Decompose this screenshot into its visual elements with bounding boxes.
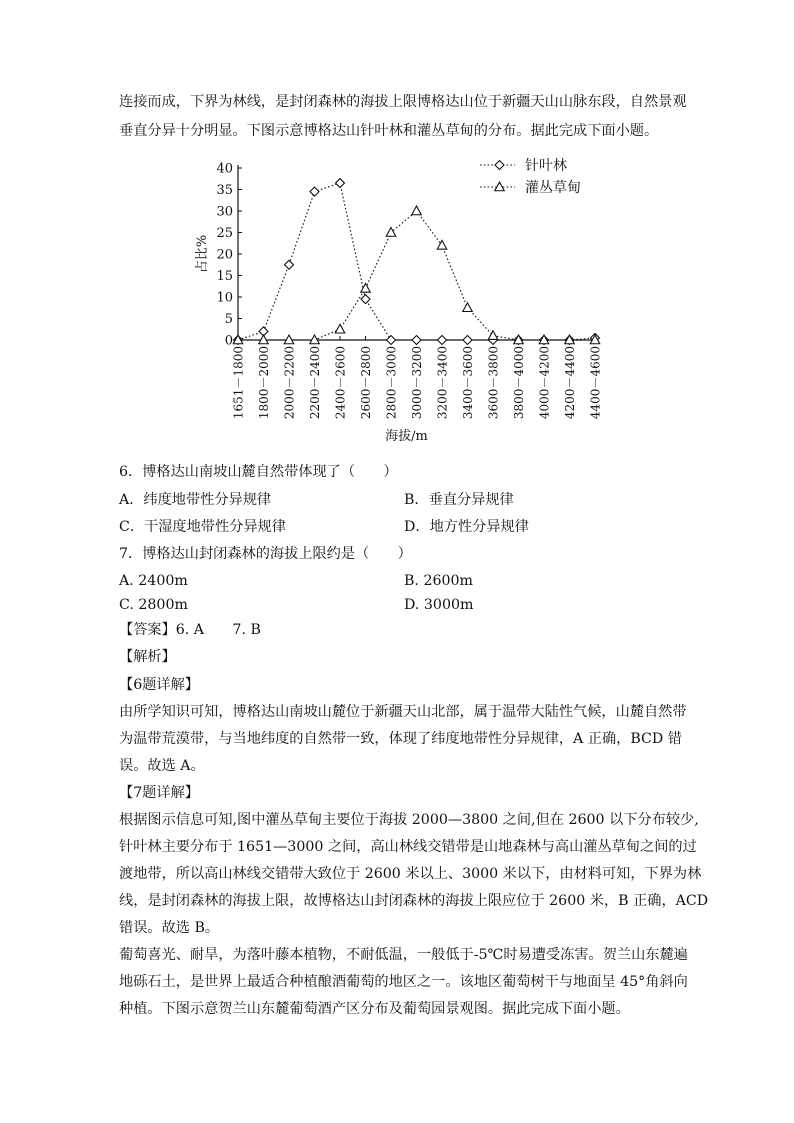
point-灌丛草甸 (412, 206, 422, 215)
q6-option-a: A．纬度地带性分异规律 (119, 492, 272, 508)
point-灌丛草甸 (386, 228, 396, 237)
x-tick-label: 2000－2200 (282, 346, 297, 420)
x-tick-label: 3600－3800 (486, 346, 501, 420)
y-tick-label: 40 (216, 161, 233, 177)
x-tick-label: 4200－4400 (563, 346, 577, 420)
y-tick-label: 30 (216, 204, 233, 220)
next-material-line-1: 葡萄喜光、耐旱，为落叶藤本植物，不耐低温，一般低于-5℃时易遭受冻害。贺兰山东麓遍 (119, 947, 688, 963)
x-tick-label: 3800－4000 (512, 346, 526, 420)
analysis-title: 【解析】 (119, 649, 176, 665)
x-tick-label: 1651－1800 (231, 346, 246, 420)
point-针叶林 (361, 295, 370, 304)
vegetation-distribution-chart (180, 150, 620, 450)
detail-7-line-4: 线，是封闭森林的海拔上限，故博格达山封闭森林的海拔上限应位于 2600 米，B 正确，ACD (119, 893, 709, 909)
q7-option-d: D. 3000m (404, 597, 474, 613)
detail-6-title: 【6题详解】 (119, 677, 199, 693)
x-axis-title: 海拔/m (385, 429, 428, 444)
point-灌丛草甸 (284, 335, 294, 344)
y-tick-label: 15 (216, 269, 233, 284)
legend-label: 针叶林 (525, 158, 567, 174)
x-tick-label: 1800－2000 (257, 346, 271, 420)
point-针叶林 (412, 336, 421, 345)
series-line-2 (238, 211, 595, 340)
q6-stem: 6．博格达山南坡山麓自然带体现了（ ） (119, 464, 398, 480)
point-灌丛草甸 (259, 335, 269, 344)
y-tick-label: 20 (216, 247, 233, 263)
q7-option-a: A. 2400m (119, 573, 188, 589)
x-tick-label: 3200－3400 (435, 346, 450, 420)
point-针叶林 (463, 336, 472, 345)
q6-option-c: C．干湿度地带性分异规律 (119, 519, 286, 535)
x-tick-label: 3000－3200 (410, 346, 424, 420)
y-tick-label: 5 (224, 312, 233, 327)
intro-line-2: 垂直分异十分明显。下图示意博格达山针叶林和灌丛草甸的分布。据此完成下面小题。 (119, 123, 659, 139)
q7-option-c: C. 2800m (119, 597, 188, 613)
x-tick-label: 2200－2400 (308, 346, 322, 420)
q6-option-b: B．垂直分异规律 (404, 492, 514, 508)
y-tick-label: 10 (216, 290, 233, 306)
legend-marker (495, 161, 504, 170)
x-tick-label: 3400－3600 (461, 346, 475, 420)
intro-line-1: 连接而成，下界为林线，是封闭森林的海拔上限博格达山位于新疆天山山脉东段，自然景观 (119, 94, 687, 110)
point-灌丛草甸 (488, 331, 498, 340)
x-tick-label: 4000－4200 (537, 346, 552, 420)
point-针叶林 (438, 336, 447, 345)
point-针叶林 (336, 179, 345, 188)
detail-7-line-2: 针叶林主要分布于 1651—3000 之间，高山林线交错带是山地森林与高山灌丛草甸之间的过 (119, 839, 697, 855)
detail-7-line-5: 错误。故选 B。 (119, 920, 220, 936)
legend-label: 灌丛草甸 (525, 180, 581, 196)
y-tick-label: 35 (216, 183, 233, 198)
x-tick-label: 2600－2800 (359, 346, 373, 420)
detail-7-title: 【7题详解】 (119, 785, 199, 801)
point-灌丛草甸 (361, 283, 371, 292)
x-tick-label: 2400－2600 (333, 346, 348, 420)
point-针叶林 (387, 336, 396, 345)
detail-6-line-2: 为温带荒漠带，与当地纬度的自然带一致，体现了纬度地带性分异规律，A 正确，BCD 错 (119, 731, 682, 747)
answer-line: 【答案】6. A 7. B (119, 622, 261, 638)
y-tick-label: 25 (216, 226, 233, 241)
detail-7-line-3: 渡地带，所以高山林线交错带大致位于 2600 米以上、3000 米以下，由材料可知，下界为林 (119, 866, 702, 882)
point-灌丛草甸 (335, 324, 345, 333)
y-axis-title: 占比% (195, 234, 210, 274)
detail-6-line-1: 由所学知识可知，博格达山南坡山麓位于新疆天山北部，属于温带大陆性气候，山麓自然带 (119, 704, 687, 720)
point-针叶林 (310, 187, 319, 196)
y-tick-label: 0 (224, 333, 233, 349)
detail-6-line-3: 误。故选 A。 (119, 758, 205, 774)
q7-option-b: B. 2600m (404, 573, 474, 589)
x-tick-label: 2800－3000 (384, 346, 399, 420)
point-针叶林 (285, 260, 294, 269)
x-tick-label: 4400－4600 (588, 346, 603, 420)
q6-option-d: D．地方性分异规律 (404, 519, 529, 535)
legend-marker (495, 182, 505, 191)
detail-7-line-1: 根据图示信息可知,图中灌丛草甸主要位于海拔 2000—3800 之间,但在 2600 以下分布较少, (119, 812, 699, 828)
next-material-line-3: 种植。下图示意贺兰山东麓葡萄酒产区分布及葡萄园景观图。据此完成下面小题。 (119, 1001, 630, 1017)
point-灌丛草甸 (463, 303, 473, 312)
next-material-line-2: 地砾石土，是世界上最适合种植酿酒葡萄的地区之一。该地区葡萄树干与地面呈 45°角斜向 (119, 974, 688, 990)
point-灌丛草甸 (310, 335, 320, 344)
q7-stem: 7．博格达山封闭森林的海拔上限约是（ ） (119, 546, 412, 562)
